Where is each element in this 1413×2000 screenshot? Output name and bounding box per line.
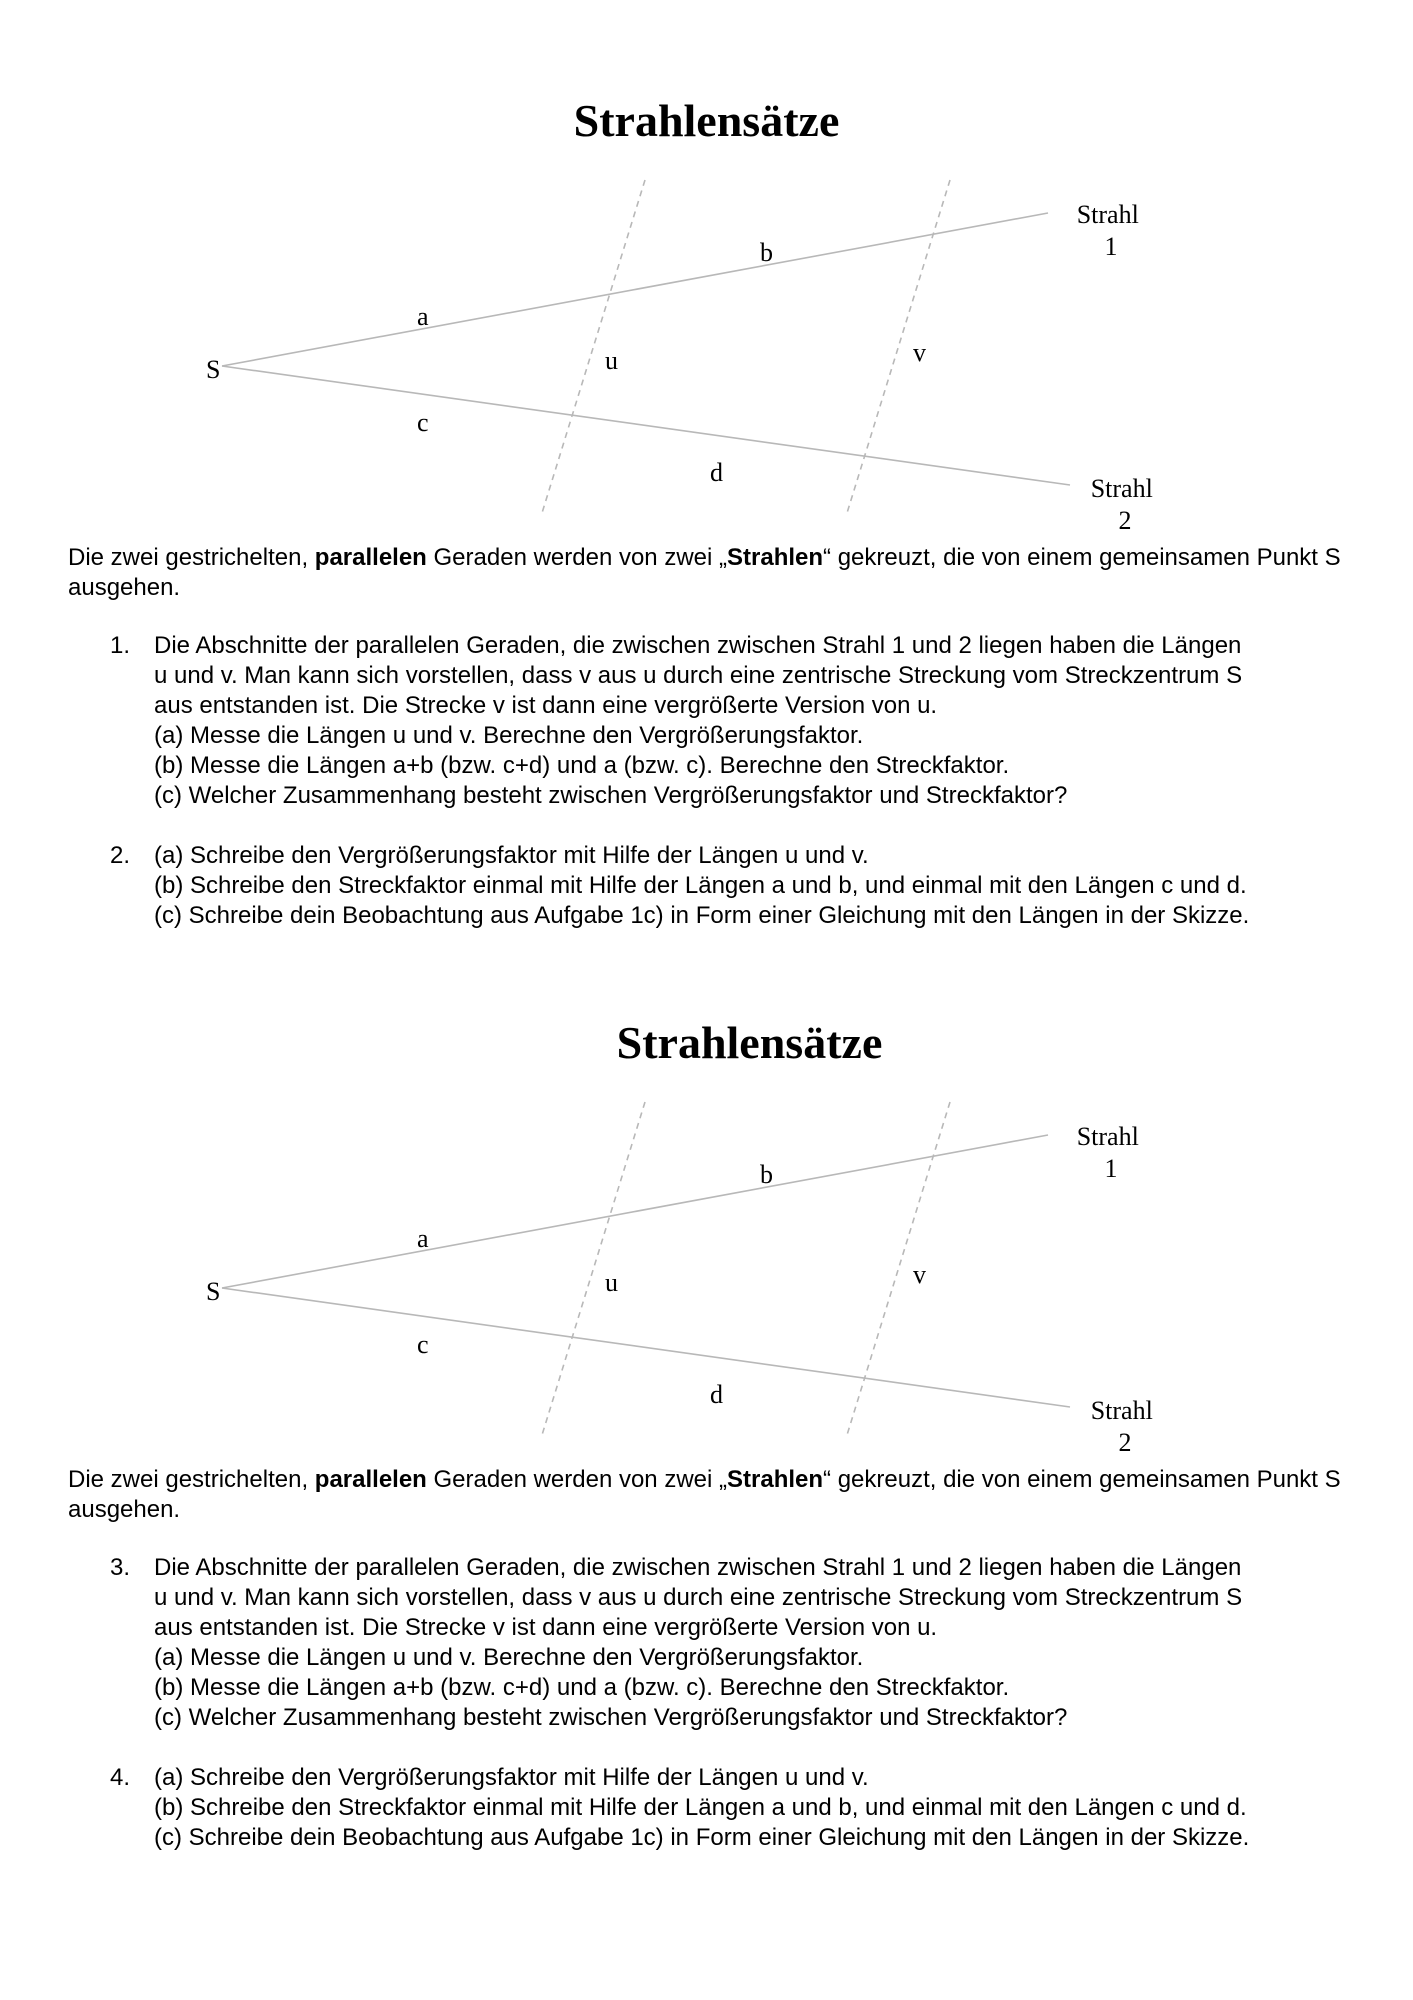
task-number: 1.: [110, 632, 131, 659]
task-item: [68, 841, 1368, 931]
task-number: 4.: [110, 1764, 131, 1791]
segment-v-label: v: [913, 338, 926, 367]
ray-2-line: [222, 1288, 1070, 1407]
dashed-parallel-line-u: [542, 1102, 645, 1435]
segment-c-label: c: [417, 1330, 429, 1359]
task-text-line: Die Abschnitte der parallelen Geraden, die zwischen zwischen Strahl 1 und 2 liegen haben die Längen: [154, 632, 1242, 659]
point-s-label: S: [206, 1277, 221, 1306]
worksheet-section: [0, 922, 1413, 1851]
task-item: [68, 1763, 1368, 1853]
dashed-parallel-line-v: [847, 1102, 950, 1435]
task-part-c: (c) Welcher Zusammenhang besteht zwischen Vergrößerungsfaktor und Streckfaktor?: [154, 1704, 1068, 1731]
point-s-label: S: [206, 355, 221, 384]
task-text-line: u und v. Man kann sich vorstellen, dass v aus u durch eine zentrische Streckung vom Streckzentrum S: [154, 662, 1243, 689]
dashed-parallel-line-v: [847, 180, 950, 513]
task-list: [68, 631, 1368, 961]
segment-a-label: a: [417, 1224, 429, 1253]
segment-u-label: u: [605, 346, 618, 375]
task-part-a: (a) Schreibe den Vergrößerungsfaktor mit Hilfe der Längen u und v.: [154, 842, 869, 869]
task-part-b: (b) Schreibe den Streckfaktor einmal mit Hilfe der Längen a und b, und einmal mit den Längen c und d.: [154, 1794, 1247, 1821]
task-number: 2.: [110, 842, 131, 869]
task-part-a: (a) Schreibe den Vergrößerungsfaktor mit Hilfe der Längen u und v.: [154, 1764, 869, 1791]
intro-paragraph: Die zwei gestrichelten, parallelen Geraden werden von zwei „Strahlen“ gekreuzt, die von einem gemeinsamen Punkt S ausgehen.: [68, 544, 1341, 601]
task-part-c: (c) Schreibe dein Beobachtung aus Aufgabe 1c) in Form einer Gleichung mit den Längen in der Skizze.: [154, 902, 1250, 929]
segment-a-label: a: [417, 302, 429, 331]
page-title: Strahlensätze: [616, 1017, 883, 1068]
intro-paragraph: Die zwei gestrichelten, parallelen Geraden werden von zwei „Strahlen“ gekreuzt, die von einem gemeinsamen Punkt S ausgehen.: [68, 1466, 1341, 1523]
segment-b-label: b: [760, 238, 773, 267]
task-part-c: (c) Welcher Zusammenhang besteht zwischen Vergrößerungsfaktor und Streckfaktor?: [154, 782, 1068, 809]
segment-b-label: b: [760, 1160, 773, 1189]
task-part-b: (b) Messe die Längen a+b (bzw. c+d) und a (bzw. c). Berechne den Streckfaktor.: [154, 1674, 1010, 1701]
ray-2-label: Strahl 2: [1090, 474, 1153, 535]
task-part-c: (c) Schreibe dein Beobachtung aus Aufgabe 1c) in Form einer Gleichung mit den Längen in der Skizze.: [154, 1824, 1250, 1851]
task-number: 3.: [110, 1554, 131, 1581]
task-list: [68, 1553, 1368, 1883]
ray-1-label: Strahl 1: [1076, 200, 1139, 261]
page-title: Strahlensätze: [573, 95, 840, 146]
worksheet-section: [0, 0, 1413, 929]
task-text-line: u und v. Man kann sich vorstellen, dass v aus u durch eine zentrische Streckung vom Streckzentrum S: [154, 1584, 1243, 1611]
segment-d-label: d: [710, 458, 723, 487]
task-text-line: Die Abschnitte der parallelen Geraden, die zwischen zwischen Strahl 1 und 2 liegen haben die Längen: [154, 1554, 1242, 1581]
task-text-line: aus entstanden ist. Die Strecke v ist dann eine vergrößerte Version von u.: [154, 692, 938, 719]
ray-1-label: Strahl 1: [1076, 1122, 1139, 1183]
segment-d-label: d: [710, 1380, 723, 1409]
ray-2-line: [222, 366, 1070, 485]
task-item: [68, 631, 1368, 811]
segment-v-label: v: [913, 1260, 926, 1289]
task-text-line: aus entstanden ist. Die Strecke v ist dann eine vergrößerte Version von u.: [154, 1614, 938, 1641]
segment-u-label: u: [605, 1268, 618, 1297]
task-part-a: (a) Messe die Längen u und v. Berechne den Vergrößerungsfaktor.: [154, 1644, 864, 1671]
task-part-a: (a) Messe die Längen u und v. Berechne den Vergrößerungsfaktor.: [154, 722, 864, 749]
task-part-b: (b) Messe die Längen a+b (bzw. c+d) und a (bzw. c). Berechne den Streckfaktor.: [154, 752, 1010, 779]
dashed-parallel-line-u: [542, 180, 645, 513]
ray-2-label: Strahl 2: [1090, 1396, 1153, 1457]
segment-c-label: c: [417, 408, 429, 437]
task-part-b: (b) Schreibe den Streckfaktor einmal mit Hilfe der Längen a und b, und einmal mit den Längen c und d.: [154, 872, 1247, 899]
task-item: [68, 1553, 1368, 1733]
